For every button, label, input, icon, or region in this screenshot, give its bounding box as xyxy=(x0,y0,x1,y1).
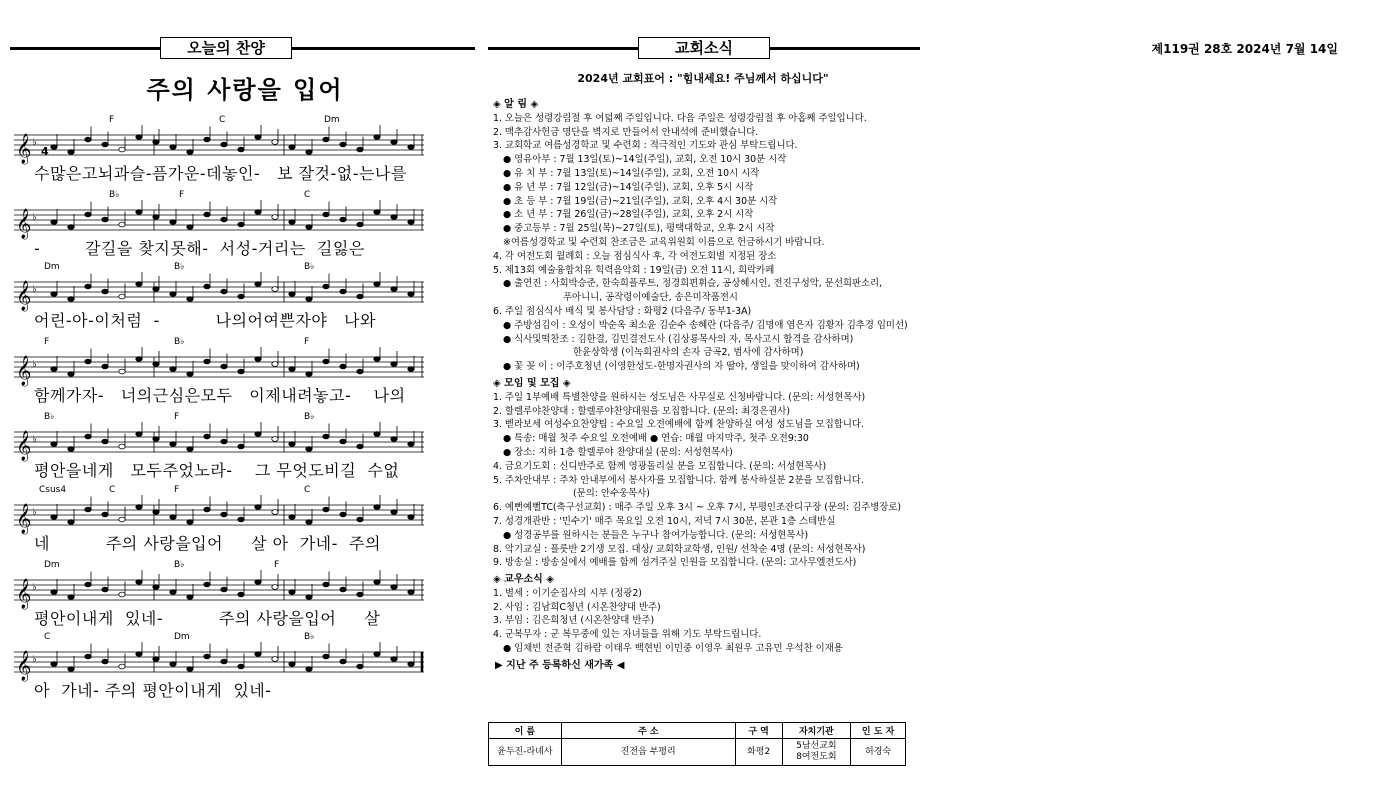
news-item: 3. 벧라보세 여성수요찬양팀 : 수요일 오전예배에 함께 찬양하실 여성 성도님을 모집합니다. xyxy=(493,419,864,431)
note-head xyxy=(102,142,108,147)
note-head xyxy=(204,654,210,659)
note-head xyxy=(323,359,329,364)
note-head xyxy=(323,507,329,512)
note-head xyxy=(119,294,125,299)
note-head xyxy=(136,135,142,140)
svg-text:4: 4 xyxy=(41,145,49,158)
note-head xyxy=(238,369,244,374)
chord-label: B♭ xyxy=(304,412,315,422)
chord-label: F xyxy=(304,337,310,347)
news-item: ● 소 년 부 : 7월 26일(금)~28일(주일), 교회, 오후 2시 시작 xyxy=(503,209,754,221)
news-item: 푸아니니, 공작령이예술단, 송은미작품전시 xyxy=(563,292,738,304)
news-item: 8. 악기교실 : 플룻반 2기생 모집. 대상/ 교회학교학생, 인원/ 선착순 4명 (문의: 서성현목사) xyxy=(493,543,866,555)
note-head xyxy=(204,434,210,439)
note-head xyxy=(51,145,57,150)
news-item: ● 유 년 부 : 7월 12일(금)~14일(주일), 교회, 오후 5시 시작 xyxy=(503,181,754,193)
score-line xyxy=(14,115,434,183)
note-head xyxy=(391,215,397,220)
note-head xyxy=(170,515,176,520)
chord-label: B♭ xyxy=(304,632,315,642)
news-item: (문의: 안수웅목사) xyxy=(573,488,650,500)
note-head xyxy=(204,212,210,217)
treble-clef-icon: 𝄞 xyxy=(16,504,32,534)
chord-label: F xyxy=(179,190,185,200)
note-head xyxy=(136,357,142,362)
note-head xyxy=(272,287,278,292)
news-item: ※여름성경학교 및 수련회 찬조금은 교육위원회 이름으로 헌금하시기 바랍니다. xyxy=(503,236,825,248)
news-section-heading: ▶ 지난 주 등록하신 새가족 ◀ xyxy=(495,659,625,671)
news-item: ● 유 치 부 : 7월 13일(토)~14일(주일), 교회, 오전 10시 시작 xyxy=(503,167,760,179)
note-head xyxy=(408,220,414,225)
chord-label: F xyxy=(174,485,180,495)
note-head xyxy=(289,590,295,595)
note-head xyxy=(306,595,312,600)
new-member-table xyxy=(488,722,906,766)
news-item: ● 꽃 꽂 이 : 이주호청년 (이영한성도-한명자권사의 자 딸야, 생일을 맞이하여 감사하며) xyxy=(503,361,860,373)
note-head xyxy=(204,284,210,289)
chord-label: Csus4 xyxy=(39,485,67,495)
note-head xyxy=(136,652,142,657)
score-line xyxy=(14,485,434,553)
note-head xyxy=(221,364,227,369)
note-head xyxy=(323,582,329,587)
issue-info: 제119권 28호 2024년 7월 14일 xyxy=(1151,42,1338,56)
note-head xyxy=(136,282,142,287)
note-head xyxy=(170,590,176,595)
treble-clef-icon: 𝄞 xyxy=(16,134,32,164)
score-line xyxy=(14,560,434,628)
note-head xyxy=(374,432,380,437)
song-title: 주의 사랑을 입어 xyxy=(146,76,344,104)
right-section-label: 교회소식 xyxy=(638,37,770,59)
lyric-line: - 갈길을 찾지못해- 서성-거리는 길잃은 xyxy=(34,239,365,258)
treble-clef-icon: 𝄞 xyxy=(16,356,32,386)
note-head xyxy=(187,297,193,302)
note-head xyxy=(323,434,329,439)
chord-label: B♭ xyxy=(304,262,315,272)
chord-label: C xyxy=(304,190,311,200)
key-flat-icon: ♭ xyxy=(32,137,37,148)
key-flat-icon: ♭ xyxy=(32,212,37,223)
note-head xyxy=(187,595,193,600)
note-head xyxy=(357,369,363,374)
note-head xyxy=(340,659,346,664)
col-address: 주 소 xyxy=(561,723,735,739)
lyric-line: 네 주의 사랑을입어 살 아 가네- 주의 xyxy=(34,534,381,553)
note-head xyxy=(102,512,108,517)
note-head xyxy=(85,212,91,217)
note-head xyxy=(204,507,210,512)
note-head xyxy=(119,444,125,449)
note-head xyxy=(51,515,57,520)
news-item: 3. 교회학교 여름성경학교 및 수련회 : 적극적인 기도와 관심 부탁드립니다. xyxy=(493,140,798,152)
col-name: 이 름 xyxy=(489,723,562,739)
note-head xyxy=(255,210,261,215)
treble-clef-icon: 𝄞 xyxy=(16,209,32,239)
chord-label: F xyxy=(174,412,180,422)
col-district: 구 역 xyxy=(735,723,782,739)
news-item: 9. 방송실 : 방송실에서 예배를 함께 섬겨주실 인원을 모집합니다. (문의: 고사무엘전도사) xyxy=(493,557,857,569)
note-head xyxy=(340,512,346,517)
note-head xyxy=(408,590,414,595)
note-head xyxy=(221,512,227,517)
note-head xyxy=(68,225,74,230)
note-head xyxy=(408,515,414,520)
note-head xyxy=(374,580,380,585)
note-head xyxy=(289,515,295,520)
note-head xyxy=(221,439,227,444)
note-head xyxy=(102,289,108,294)
chord-label: C xyxy=(44,632,51,642)
lyric-line: 어린-아-이처럼 - 나의어여쁜자야 나와 xyxy=(34,311,376,330)
note-head xyxy=(272,362,278,367)
note-head xyxy=(272,657,278,662)
note-head xyxy=(51,292,57,297)
note-head xyxy=(289,442,295,447)
note-head xyxy=(170,442,176,447)
note-head xyxy=(306,150,312,155)
member-org: 5남선교회 8여전도회 xyxy=(782,739,851,766)
note-head xyxy=(204,137,210,142)
news-item: 6. 주일 점심식사 배식 및 봉사담당 : 화평2 (다음주/ 동부1-3A) xyxy=(493,305,752,317)
score-line xyxy=(14,412,434,480)
note-head xyxy=(68,520,74,525)
note-head xyxy=(102,659,108,664)
note-head xyxy=(255,652,261,657)
news-item: 1. 별세 : 이기순집사의 시부 (정광2) xyxy=(493,587,642,599)
note-head xyxy=(119,664,125,669)
score-line xyxy=(14,190,434,258)
news-item: ● 영유아부 : 7월 13일(토)~14일(주일), 교회, 오전 10시 30분 시작 xyxy=(503,154,787,166)
note-head xyxy=(51,367,57,372)
score-line xyxy=(14,337,434,405)
note-head xyxy=(170,367,176,372)
note-head xyxy=(119,592,125,597)
key-flat-icon: ♭ xyxy=(32,434,37,445)
news-item: ● 출연진 : 사회박승준, 한숙희플루트, 정경희편휘슬, 공상혜시인, 전진구성악, 문선희판소리, xyxy=(503,278,883,290)
note-head xyxy=(357,294,363,299)
note-head xyxy=(255,357,261,362)
note-head xyxy=(187,520,193,525)
note-head xyxy=(255,580,261,585)
note-head xyxy=(221,587,227,592)
lyric-line: 평안이내게 있네- 주의 사랑을입어 살 xyxy=(34,609,381,628)
note-head xyxy=(136,210,142,215)
note-head xyxy=(374,282,380,287)
key-flat-icon: ♭ xyxy=(32,654,37,665)
note-head xyxy=(51,220,57,225)
news-item: ● 장소: 지하 1층 할렐루야 찬양대실 (문의: 서성현목사) xyxy=(503,446,733,458)
note-head xyxy=(221,217,227,222)
lyric-line: 수많은고뇌과슬-픔가운-데놓인- 보 잘것-없-는나를 xyxy=(34,164,407,183)
news-item: 4. 각 여전도회 월례회 : 오늘 점심식사 후, 각 여전도회별 지정된 장소 xyxy=(493,250,777,262)
left-section-label: 오늘의 찬양 xyxy=(160,37,292,59)
score-line xyxy=(14,262,434,330)
note-head xyxy=(272,215,278,220)
chord-label: B♭ xyxy=(44,412,55,422)
news-item: 6. 예뻔예뻘TC(축구선교회) : 매주 주일 오후 3시 ~ 오후 7시, 부평인조잔디구장 (문의: 김주병장로) xyxy=(493,502,902,514)
note-head xyxy=(187,225,193,230)
note-head xyxy=(238,517,244,522)
note-head xyxy=(391,362,397,367)
note-head xyxy=(204,359,210,364)
note-head xyxy=(102,364,108,369)
note-head xyxy=(255,282,261,287)
note-head xyxy=(340,142,346,147)
note-head xyxy=(357,222,363,227)
key-flat-icon: ♭ xyxy=(32,507,37,518)
news-item: ● 주방섬김이 : 오성이 박순옥 최소윤 김순수 송혜란 (다음주/ 김명애 염은자 김황자 김추경 임미선) xyxy=(503,319,908,331)
chord-label: B♭ xyxy=(174,337,185,347)
note-head xyxy=(408,662,414,667)
note-head xyxy=(119,517,125,522)
lyric-line: 평안을네게 모두주었노라- 그 무엇도비길 수없 xyxy=(34,461,400,480)
note-head xyxy=(255,505,261,510)
chord-label: Dm xyxy=(324,115,340,125)
note-head xyxy=(221,289,227,294)
note-head xyxy=(170,662,176,667)
note-head xyxy=(272,437,278,442)
note-head xyxy=(323,137,329,142)
note-head xyxy=(119,222,125,227)
note-head xyxy=(340,364,346,369)
note-head xyxy=(391,585,397,590)
note-head xyxy=(85,582,91,587)
news-item: ● 식사및떡찬조 : 김한결, 김민결전도사 (김상룡목사의 자, 목사고시 합격을 감사하며) xyxy=(503,333,854,345)
note-head xyxy=(340,289,346,294)
chord-label: F xyxy=(274,560,280,570)
news-item: 2. 사임 : 김남희C청년 (시온찬양대 반주) xyxy=(493,601,661,613)
news-section-heading: ◈ 교우소식 ◈ xyxy=(493,574,554,586)
chord-label: B♭ xyxy=(109,190,120,200)
note-head xyxy=(357,664,363,669)
note-head xyxy=(170,145,176,150)
note-head xyxy=(68,372,74,377)
note-head xyxy=(289,367,295,372)
note-head xyxy=(374,210,380,215)
note-head xyxy=(357,592,363,597)
treble-clef-icon: 𝄞 xyxy=(16,579,32,609)
note-head xyxy=(68,595,74,600)
note-head xyxy=(408,145,414,150)
note-head xyxy=(187,667,193,672)
note-head xyxy=(85,654,91,659)
note-head xyxy=(255,432,261,437)
note-head xyxy=(272,585,278,590)
note-head xyxy=(391,510,397,515)
note-head xyxy=(306,520,312,525)
col-org: 자치기관 xyxy=(782,723,851,739)
note-head xyxy=(306,667,312,672)
news-item: ● 특송: 매월 첫주 수요일 오전예배 ● 연습: 매월 마지막주, 첫주 오전9:30 xyxy=(503,433,809,445)
note-head xyxy=(255,135,261,140)
treble-clef-icon: 𝄞 xyxy=(16,651,32,681)
score-line xyxy=(14,632,434,700)
key-flat-icon: ♭ xyxy=(32,582,37,593)
note-head xyxy=(408,292,414,297)
table-header-row xyxy=(489,723,906,739)
note-head xyxy=(85,434,91,439)
right-section-header xyxy=(488,37,920,59)
note-head xyxy=(238,222,244,227)
chord-label: B♭ xyxy=(174,560,185,570)
chord-label: Dm xyxy=(174,632,190,642)
note-head xyxy=(323,284,329,289)
note-head xyxy=(51,442,57,447)
note-head xyxy=(51,590,57,595)
key-flat-icon: ♭ xyxy=(32,284,37,295)
note-head xyxy=(374,505,380,510)
note-head xyxy=(306,297,312,302)
news-item: 5. 제13회 예술융합치유 힉력음악회 : 19일(금) 오전 11시, 희락카페 xyxy=(493,264,775,276)
treble-clef-icon: 𝄞 xyxy=(16,431,32,461)
note-head xyxy=(204,582,210,587)
news-item: ● 중고등부 : 7월 25일(목)~27일(토), 평택대학교, 오후 2시 시작 xyxy=(503,223,775,235)
note-head xyxy=(238,294,244,299)
member-name: 윤두진-라녜사 xyxy=(489,739,562,766)
note-head xyxy=(187,447,193,452)
note-head xyxy=(68,150,74,155)
news-item: 2. 맥추감사헌금 명단을 벽지로 만들어서 안내석에 준비했습니다. xyxy=(493,126,759,138)
news-item: 1. 주일 1부예배 특별찬양을 원하시는 성도님은 사무실로 신청바랍니다. (문의: 서성현목사) xyxy=(493,391,866,403)
note-head xyxy=(374,135,380,140)
news-item: ● 성경공부를 원하시는 분들은 누구나 참여가능합니다. (문의: 서성현목사) xyxy=(503,529,809,541)
note-head xyxy=(85,359,91,364)
left-section-header xyxy=(10,37,475,59)
note-head xyxy=(391,140,397,145)
member-guide: 허경숙 xyxy=(851,739,906,766)
note-head xyxy=(136,580,142,585)
note-head xyxy=(85,507,91,512)
news-item: 3. 부임 : 김은희청년 (시온찬양대 반주) xyxy=(493,615,655,627)
note-head xyxy=(170,220,176,225)
member-district: 화평2 xyxy=(735,739,782,766)
key-flat-icon: ♭ xyxy=(32,359,37,370)
note-head xyxy=(187,372,193,377)
note-head xyxy=(85,284,91,289)
church-news xyxy=(493,95,923,673)
note-head xyxy=(102,217,108,222)
note-head xyxy=(340,217,346,222)
note-head xyxy=(374,357,380,362)
note-head xyxy=(119,369,125,374)
note-head xyxy=(68,447,74,452)
chord-label: C xyxy=(304,485,311,495)
note-head xyxy=(289,220,295,225)
note-head xyxy=(306,225,312,230)
chord-label: F xyxy=(44,337,50,347)
note-head xyxy=(238,592,244,597)
chord-label: B♭ xyxy=(174,262,185,272)
news-item: 4. 금요기도회 : 신디반주로 함께 영광돌리실 분을 모집합니다. (문의: 서성현목사) xyxy=(493,460,827,472)
note-head xyxy=(272,140,278,145)
news-item: 7. 성경개관반 : '민수기' 매주 목요일 오전 10시, 저녁 7시 30분, 본관 1층 스테반실 xyxy=(493,515,836,527)
note-head xyxy=(238,147,244,152)
note-head xyxy=(51,662,57,667)
news-item: ● 초 등 부 : 7월 19일(금)~21일(주일), 교회, 오후 4시 30분 시작 xyxy=(503,195,778,207)
note-head xyxy=(136,432,142,437)
news-section-heading: ◈ 모임 및 모집 ◈ xyxy=(493,377,571,389)
note-head xyxy=(221,142,227,147)
news-item: 한윤상학생 (이녹희권사의 손자 금곡2, 범사에 감사하며) xyxy=(573,347,804,359)
chord-label: Dm xyxy=(44,262,60,272)
note-head xyxy=(408,367,414,372)
note-head xyxy=(170,292,176,297)
note-head xyxy=(238,444,244,449)
note-head xyxy=(340,439,346,444)
chord-label: C xyxy=(219,115,226,125)
table-row xyxy=(489,739,906,766)
church-motto: 2024년 교회표어 : "힘내세요! 주님께서 하십니다" xyxy=(577,72,829,85)
note-head xyxy=(238,664,244,669)
note-head xyxy=(289,292,295,297)
note-head xyxy=(357,444,363,449)
note-head xyxy=(391,287,397,292)
note-head xyxy=(221,659,227,664)
note-head xyxy=(119,147,125,152)
news-item: 4. 군복무자 : 군 복무중에 있는 자녀들을 위해 기도 부탁드립니다. xyxy=(493,629,762,641)
note-head xyxy=(187,150,193,155)
note-head xyxy=(136,505,142,510)
note-head xyxy=(323,212,329,217)
news-item: ● 임채빈 전준혁 김하람 이태우 백현빈 이민중 이영우 최원우 고유민 우석찬 이재용 xyxy=(503,643,843,655)
note-head xyxy=(102,439,108,444)
note-head xyxy=(306,372,312,377)
note-head xyxy=(306,447,312,452)
note-head xyxy=(68,667,74,672)
treble-clef-icon: 𝄞 xyxy=(16,281,32,311)
lyric-line: 아 가네- 주의 평안이내게 있네- xyxy=(34,681,272,700)
note-head xyxy=(408,442,414,447)
note-head xyxy=(357,147,363,152)
note-head xyxy=(289,145,295,150)
note-head xyxy=(391,437,397,442)
note-head xyxy=(289,662,295,667)
note-head xyxy=(323,654,329,659)
chord-label: F xyxy=(109,115,115,125)
note-head xyxy=(374,652,380,657)
note-head xyxy=(68,297,74,302)
chord-label: Dm xyxy=(44,560,60,570)
news-item: 5. 주차안내부 : 주차 안내부에서 봉사자를 모집합니다. 함께 봉사하실분 2분을 모집합니다. xyxy=(493,474,864,486)
col-guide: 인 도 자 xyxy=(851,723,906,739)
note-head xyxy=(272,510,278,515)
note-head xyxy=(391,657,397,662)
news-section-heading: ◈ 알 림 ◈ xyxy=(493,99,539,110)
member-address: 진전읍 부평리 xyxy=(561,739,735,766)
note-head xyxy=(102,587,108,592)
note-head xyxy=(85,137,91,142)
note-head xyxy=(340,587,346,592)
chord-label: C xyxy=(109,485,116,495)
news-item: 1. 오늘은 성령강림절 후 여덟째 주일입니다. 다음 주일은 성령강림절 후 아홉째 주일입니다. xyxy=(493,112,867,124)
lyric-line: 함께가자- 너의근심은모두 이제내려놓고- 나의 xyxy=(34,386,406,405)
note-head xyxy=(357,517,363,522)
news-item: 2. 할렐루야찬양대 : 할렐루야찬양대원을 모집합니다. (문의: 최경은권사) xyxy=(493,405,791,417)
